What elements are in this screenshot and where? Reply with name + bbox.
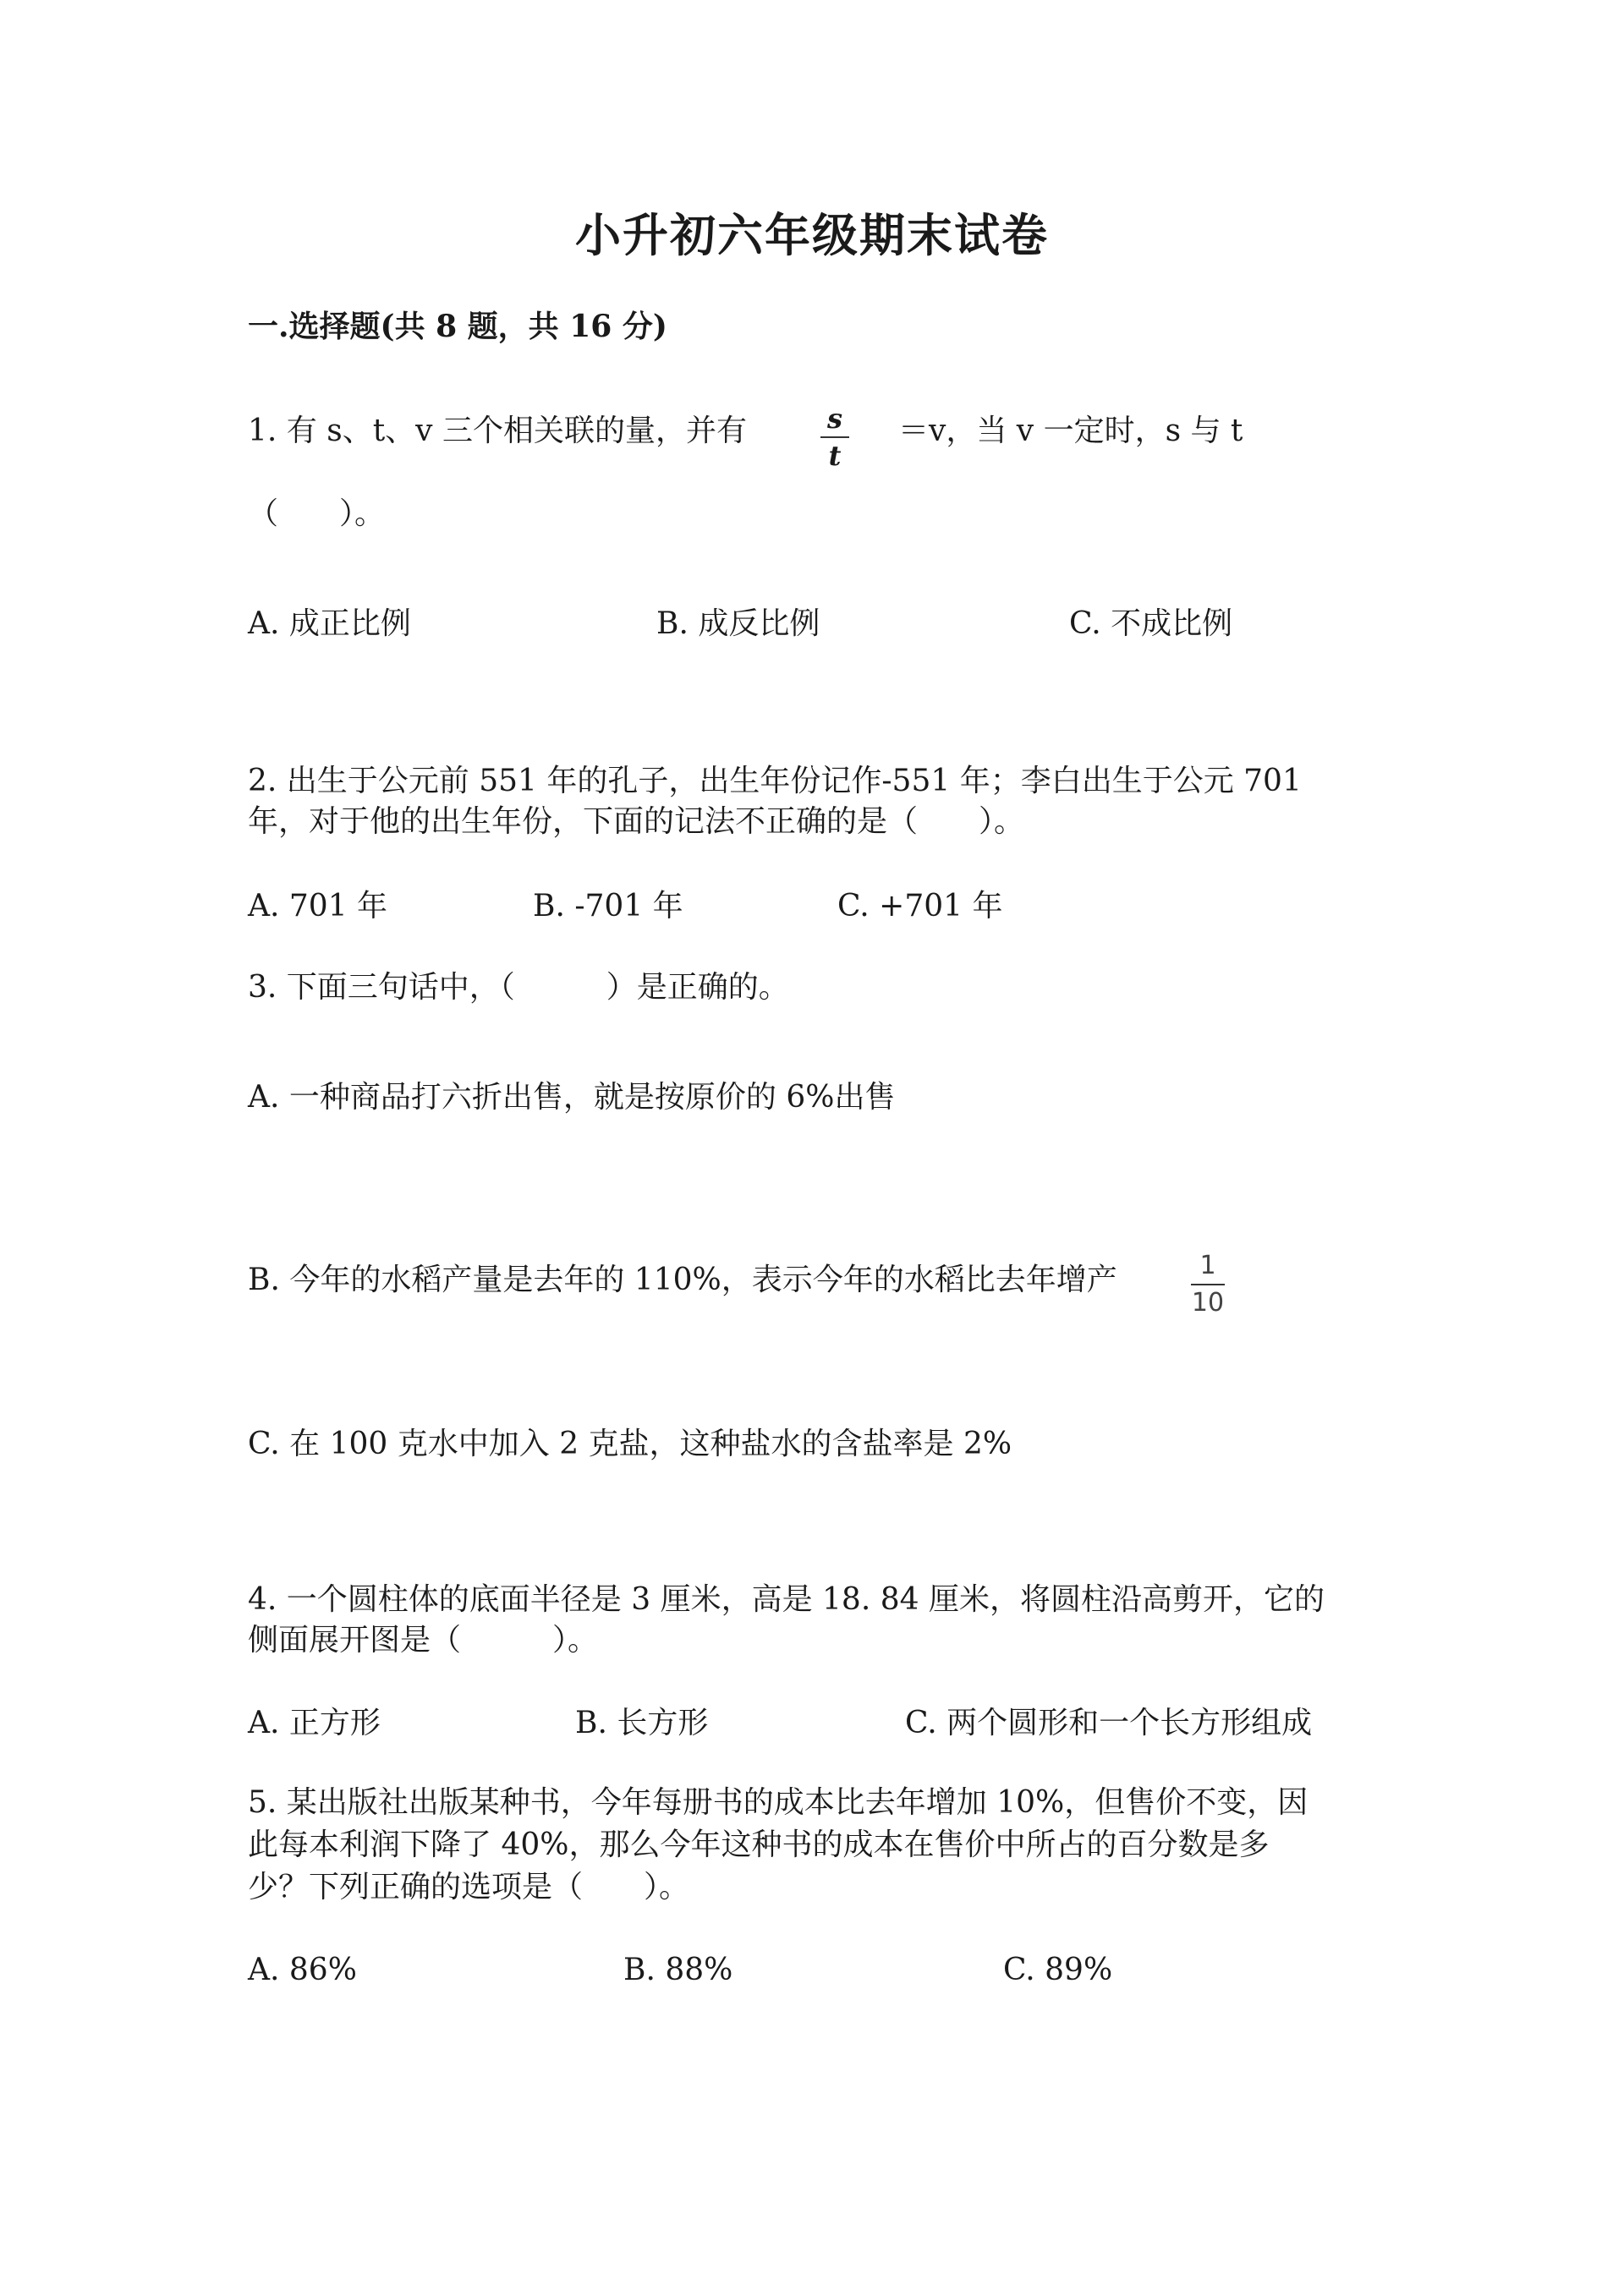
page-title: 小升初六年级期末试卷 bbox=[575, 208, 1049, 262]
question-5-option-b: B. 88% bbox=[623, 1953, 733, 1987]
fraction-numerator: s bbox=[826, 403, 842, 435]
question-3-option-a: A. 一种商品打六折出售，就是按原价的 6%出售 bbox=[248, 1080, 896, 1115]
question-5-line-2: 此每本利润下降了 40%，那么今年这种书的成本在售价中所占的百分数是多 bbox=[248, 1827, 1270, 1862]
question-2-option-a: A. 701 年 bbox=[248, 889, 388, 923]
question-1-option-c: C. 不成比例 bbox=[1069, 606, 1233, 641]
question-1-stem-start: 1. 有 s、t、v 三个相关联的量，并有 bbox=[248, 414, 747, 448]
question-2-option-c: C. +701 年 bbox=[837, 889, 1003, 923]
question-4-line-2: 侧面展开图是（ ）。 bbox=[248, 1623, 599, 1658]
question-4-option-b: B. 长方形 bbox=[575, 1706, 709, 1740]
question-4-option-a: A. 正方形 bbox=[248, 1706, 381, 1740]
question-4-line-1: 4. 一个圆柱体的底面半径是 3 厘米，高是 18. 84 厘米，将圆柱沿高剪开，它的 bbox=[248, 1582, 1325, 1617]
fraction-bar bbox=[820, 436, 849, 438]
question-2-option-b: B. -701 年 bbox=[533, 889, 683, 923]
question-1-fraction bbox=[820, 404, 849, 470]
question-5-option-a: A. 86% bbox=[248, 1953, 357, 1987]
fraction-numerator: 1 bbox=[1199, 1251, 1216, 1280]
question-1-blank: （ ）。 bbox=[248, 496, 386, 531]
fraction-denominator: 10 bbox=[1191, 1288, 1225, 1318]
question-1-option-a: A. 成正比例 bbox=[248, 606, 411, 641]
question-3-option-b: B. 今年的水稻产量是去年的 110%，表示今年的水稻比去年增产 bbox=[248, 1263, 1117, 1297]
question-1-stem-end: ＝v，当 v 一定时，s 与 t bbox=[898, 414, 1243, 448]
fraction-denominator: t bbox=[828, 440, 842, 472]
question-1-option-b: B. 成反比例 bbox=[656, 606, 820, 641]
question-2-line-2: 年，对于他的出生年份，下面的记法不正确的是（ ）。 bbox=[248, 804, 1025, 839]
question-2-line-1: 2. 出生于公元前 551 年的孔子，出生年份记作-551 年；李白出生于公元 701 bbox=[248, 764, 1302, 798]
question-3-option-c: C. 在 100 克水中加入 2 克盐，这种盐水的含盐率是 2% bbox=[248, 1427, 1012, 1461]
section-heading: 一.选择题(共 8 题，共 16 分) bbox=[248, 309, 667, 344]
question-5-line-3: 少？下列正确的选项是（ ）。 bbox=[248, 1870, 690, 1904]
question-3-stem: 3. 下面三句话中，（ ）是正确的。 bbox=[248, 970, 789, 1005]
question-5-line-1: 5. 某出版社出版某种书，今年每册书的成本比去年增加 10%，但售价不变，因 bbox=[248, 1785, 1309, 1820]
question-3-fraction bbox=[1191, 1252, 1225, 1318]
fraction-bar bbox=[1191, 1284, 1225, 1285]
question-5-option-c: C. 89% bbox=[1003, 1953, 1113, 1987]
question-4-option-c: C. 两个圆形和一个长方形组成 bbox=[905, 1706, 1313, 1740]
